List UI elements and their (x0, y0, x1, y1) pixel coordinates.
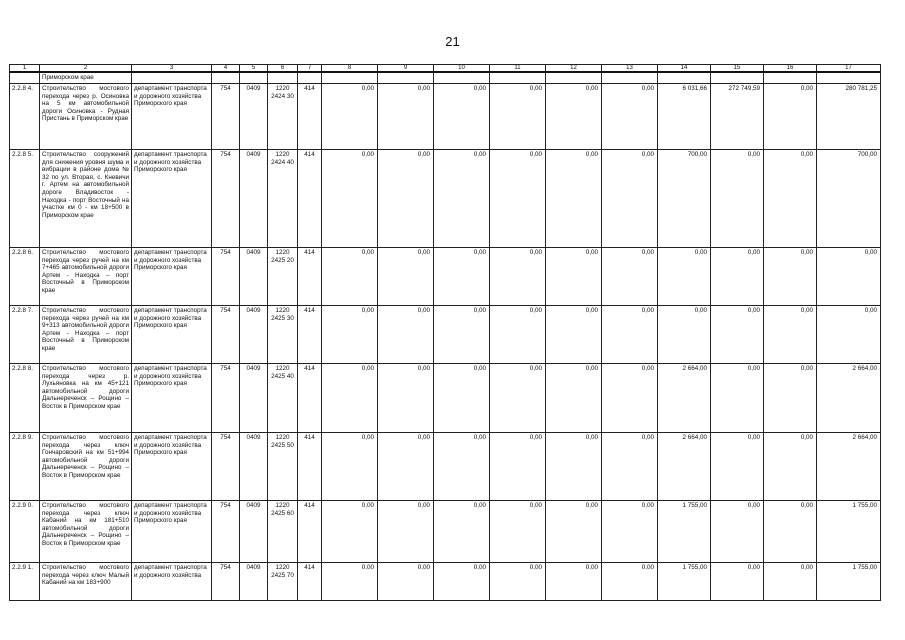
cell-name: Строительство сооружений для снижения уровня шума и вибрации в районе дома № 32 по ул. Вторая, с. Кневичи г. Артем на автомобильной дороге Владивосток - Находка - порт Восточный на участке км 0 - км 18+500 в Приморском крае (40, 150, 132, 248)
table-row (10, 364, 881, 433)
cell-c12: 0,00 (546, 364, 602, 433)
cell-c6: 1220 2424 30 (268, 84, 298, 150)
header-cell-15: 15 (711, 65, 764, 73)
cell-c4: 754 (212, 364, 240, 433)
cell-c5: 0409 (240, 501, 268, 563)
cell-c11: 0,00 (490, 84, 546, 150)
cell-name: Строительство мостового перехода через ручей на км 7+465 автомобильной дороги Артем - Находка – порт Восточный в Приморском крае (40, 248, 132, 306)
cell-c11: 0,00 (490, 248, 546, 306)
cell-c5: 0409 (240, 150, 268, 248)
cell-c16: 0,00 (764, 306, 817, 364)
header-cell-1: 1 (10, 65, 40, 73)
cell-c15: 0,00 (711, 306, 764, 364)
continuation-cell: Приморском крае (40, 72, 132, 84)
cell-c16: 0,00 (764, 501, 817, 563)
cell-c14: 0,00 (658, 248, 711, 306)
cell-name: Строительство мостового перехода через ключ Гончаровский на км 51+994 автомобильной дороги Дальнереченск – Рощино – Восток в Приморском крае (40, 433, 132, 501)
cell-c14: 2 664,00 (658, 433, 711, 501)
cell-name: Строительство мостового перехода через ключ Малый Кабаний на км 183+900 (40, 563, 132, 601)
cell-c17: 1 755,00 (817, 563, 881, 601)
cell-c6: 1220 2425 30 (268, 306, 298, 364)
cell-c5: 0409 (240, 84, 268, 150)
table-row (10, 563, 881, 601)
cell-c14: 2 664,00 (658, 364, 711, 433)
cell-c16: 0,00 (764, 563, 817, 601)
cell-c17: 2 664,00 (817, 364, 881, 433)
header-row (10, 65, 881, 73)
cell-c4: 754 (212, 501, 240, 563)
cell-c14: 0,00 (658, 306, 711, 364)
cell-id: 2.2.8 6. (10, 248, 40, 306)
cell-c4: 754 (212, 306, 240, 364)
cell-c14: 6 031,66 (658, 84, 711, 150)
cell-dept: департамент транспорта и дорожного хозяйства Приморского края (132, 84, 212, 150)
cell-c4: 754 (212, 563, 240, 601)
cell-id: 2.2.8 7. (10, 306, 40, 364)
budget-table (9, 64, 881, 601)
cell-c15: 0,00 (711, 364, 764, 433)
cell-c17: 700,00 (817, 150, 881, 248)
cell-c14: 700,00 (658, 150, 711, 248)
cell-c17: 280 781,25 (817, 84, 881, 150)
cell-c13: 0,00 (602, 364, 658, 433)
header-cell-13: 13 (602, 65, 658, 73)
cell-c16: 0,00 (764, 364, 817, 433)
cell-c14: 1 755,00 (658, 563, 711, 601)
cell-c9: 0,00 (378, 248, 434, 306)
cell-c11: 0,00 (490, 433, 546, 501)
cell-c16: 0,00 (764, 150, 817, 248)
cell-c4: 754 (212, 84, 240, 150)
page-number: 21 (445, 34, 460, 49)
cell-c6: 1220 2425 40 (268, 364, 298, 433)
cell-c12: 0,00 (546, 433, 602, 501)
cell-id: 2.2.8 4. (10, 84, 40, 150)
cell-c5: 0409 (240, 433, 268, 501)
cell-name: Строительство мостового перехода через ключ Кабаний на км 181+510 автомобильной дороги Дальнереченск – Рощино – Восток в Приморском крае (40, 501, 132, 563)
cell-c13: 0,00 (602, 248, 658, 306)
cell-c12: 0,00 (546, 150, 602, 248)
cell-c15: 0,00 (711, 501, 764, 563)
cell-c11: 0,00 (490, 306, 546, 364)
cell-c9: 0,00 (378, 84, 434, 150)
cell-c11: 0,00 (490, 563, 546, 601)
cell-c9: 0,00 (378, 433, 434, 501)
cell-c8: 0,00 (322, 563, 378, 601)
continuation-row (10, 72, 881, 84)
cell-c8: 0,00 (322, 433, 378, 501)
cell-id: 2.2.9 1. (10, 563, 40, 601)
header-cell-11: 11 (490, 65, 546, 73)
cell-name: Строительство мостового перехода через р. Осиновка на 5 км автомобильной дороги Осиновка - Рудная Пристань в Приморском крае (40, 84, 132, 150)
cell-c5: 0409 (240, 364, 268, 433)
cell-c9: 0,00 (378, 150, 434, 248)
cell-c15: 0,00 (711, 563, 764, 601)
header-cell-10: 10 (434, 65, 490, 73)
cell-c15: 272 749,59 (711, 84, 764, 150)
header-cell-16: 16 (764, 65, 817, 73)
cell-c10: 0,00 (434, 150, 490, 248)
cell-c7: 414 (298, 248, 322, 306)
cell-c9: 0,00 (378, 501, 434, 563)
cell-c17: 0,00 (817, 306, 881, 364)
cell-c12: 0,00 (546, 248, 602, 306)
table-row (10, 248, 881, 306)
cell-dept: департамент транспорта и дорожного хозяйства Приморского края (132, 501, 212, 563)
cell-c6: 1220 2425 50 (268, 433, 298, 501)
header-cell-12: 12 (546, 65, 602, 73)
cell-id: 2.2.8 5. (10, 150, 40, 248)
cell-c13: 0,00 (602, 150, 658, 248)
cell-c12: 0,00 (546, 563, 602, 601)
header-cell-4: 4 (212, 65, 240, 73)
cell-c15: 0,00 (711, 150, 764, 248)
cell-c8: 0,00 (322, 364, 378, 433)
cell-dept: департамент транспорта и дорожного хозяйства (132, 563, 212, 601)
cell-c13: 0,00 (602, 563, 658, 601)
cell-c17: 1 755,00 (817, 501, 881, 563)
cell-c10: 0,00 (434, 306, 490, 364)
cell-c7: 414 (298, 501, 322, 563)
cell-c6: 1220 2424 40 (268, 150, 298, 248)
header-cell-8: 8 (322, 65, 378, 73)
cell-dept: департамент транспорта и дорожного хозяйства Приморского края (132, 364, 212, 433)
cell-c6: 1220 2425 60 (268, 501, 298, 563)
cell-c9: 0,00 (378, 364, 434, 433)
cell-c10: 0,00 (434, 84, 490, 150)
header-cell-17: 17 (817, 65, 881, 73)
cell-c5: 0409 (240, 248, 268, 306)
cell-c7: 414 (298, 150, 322, 248)
cell-dept: департамент транспорта и дорожного хозяйства Приморского края (132, 150, 212, 248)
cell-c5: 0409 (240, 563, 268, 601)
header-cell-7: 7 (298, 65, 322, 73)
cell-c9: 0,00 (378, 306, 434, 364)
cell-c16: 0,00 (764, 84, 817, 150)
cell-dept: департамент транспорта и дорожного хозяйства Приморского края (132, 248, 212, 306)
header-cell-2: 2 (40, 65, 132, 73)
cell-c6: 1220 2425 70 (268, 563, 298, 601)
cell-c4: 754 (212, 248, 240, 306)
cell-c11: 0,00 (490, 501, 546, 563)
cell-dept: департамент транспорта и дорожного хозяйства Приморского края (132, 306, 212, 364)
cell-c6: 1220 2425 20 (268, 248, 298, 306)
header-cell-6: 6 (268, 65, 298, 73)
cell-c17: 0,00 (817, 248, 881, 306)
table-row (10, 84, 881, 150)
cell-c12: 0,00 (546, 501, 602, 563)
cell-c8: 0,00 (322, 501, 378, 563)
cell-c8: 0,00 (322, 150, 378, 248)
cell-name: Строительство мостового перехода через ручей на км 9+313 автомобильной дороги Артем - Находка – порт Восточный в Приморском крае (40, 306, 132, 364)
cell-c16: 0,00 (764, 248, 817, 306)
cell-name: Строительство мостового перехода через р. Лухьяновка на км 45+121 автомобильной дороги Дальнереченск – Рощино – Восток в Приморском крае (40, 364, 132, 433)
header-cell-3: 3 (132, 65, 212, 73)
table-row (10, 306, 881, 364)
cell-c4: 754 (212, 433, 240, 501)
cell-c11: 0,00 (490, 364, 546, 433)
cell-c13: 0,00 (602, 306, 658, 364)
cell-c16: 0,00 (764, 433, 817, 501)
cell-c14: 1 755,00 (658, 501, 711, 563)
cell-c10: 0,00 (434, 501, 490, 563)
cell-c9: 0,00 (378, 563, 434, 601)
header-cell-5: 5 (240, 65, 268, 73)
cell-c17: 2 664,00 (817, 433, 881, 501)
table-row (10, 501, 881, 563)
cell-c4: 754 (212, 150, 240, 248)
cell-c10: 0,00 (434, 364, 490, 433)
cell-c12: 0,00 (546, 306, 602, 364)
cell-c15: 0,00 (711, 248, 764, 306)
cell-c10: 0,00 (434, 248, 490, 306)
cell-c13: 0,00 (602, 84, 658, 150)
cell-id: 2.2.9 0. (10, 501, 40, 563)
cell-c8: 0,00 (322, 248, 378, 306)
cell-id: 2.2.8 9. (10, 433, 40, 501)
header-cell-14: 14 (658, 65, 711, 73)
cell-c15: 0,00 (711, 433, 764, 501)
cell-c7: 414 (298, 306, 322, 364)
cell-dept: департамент транспорта и дорожного хозяйства Приморского края (132, 433, 212, 501)
table-row (10, 150, 881, 248)
cell-id: 2.2.8 8. (10, 364, 40, 433)
cell-c10: 0,00 (434, 563, 490, 601)
cell-c13: 0,00 (602, 501, 658, 563)
cell-c7: 414 (298, 563, 322, 601)
cell-c7: 414 (298, 364, 322, 433)
cell-c11: 0,00 (490, 150, 546, 248)
cell-c13: 0,00 (602, 433, 658, 501)
cell-c10: 0,00 (434, 433, 490, 501)
cell-c5: 0409 (240, 306, 268, 364)
cell-c7: 414 (298, 84, 322, 150)
cell-c7: 414 (298, 433, 322, 501)
cell-c12: 0,00 (546, 84, 602, 150)
cell-c8: 0,00 (322, 306, 378, 364)
header-cell-9: 9 (378, 65, 434, 73)
cell-c8: 0,00 (322, 84, 378, 150)
table-row (10, 433, 881, 501)
